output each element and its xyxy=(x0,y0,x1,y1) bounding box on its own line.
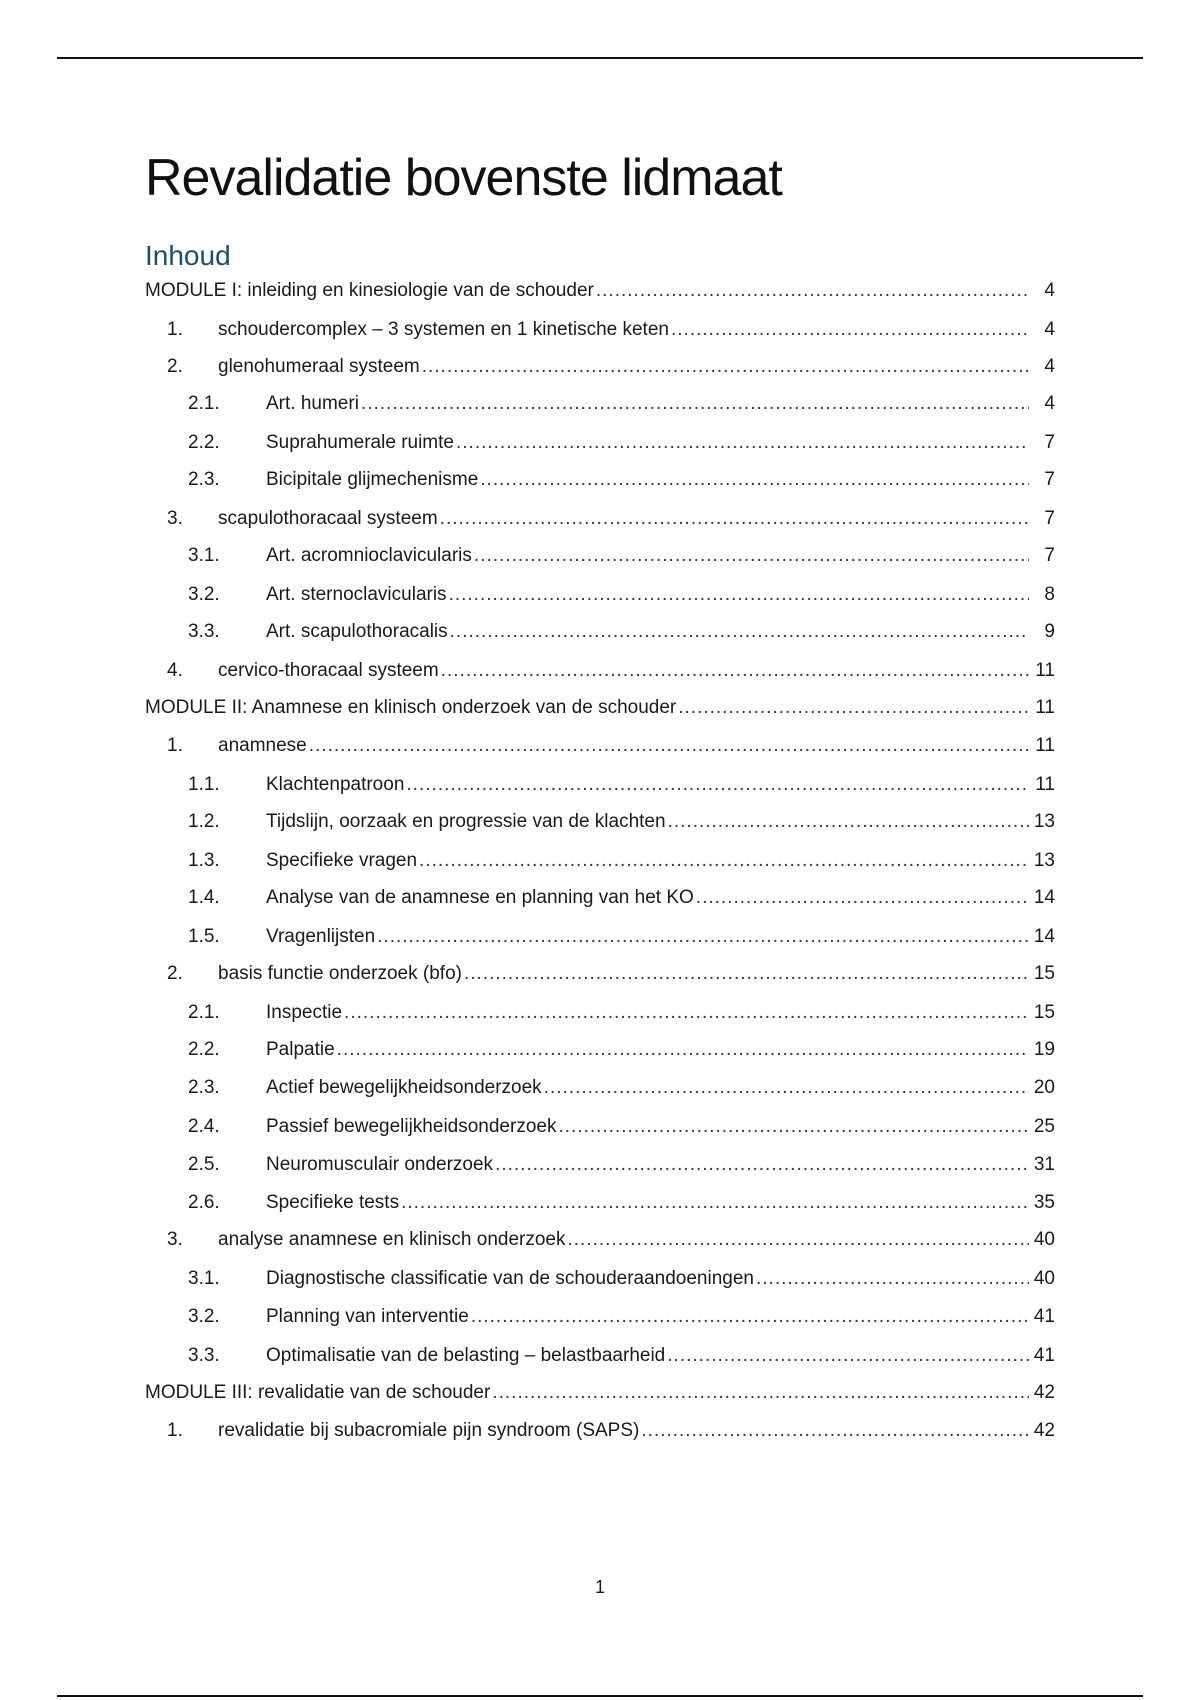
toc-entry[interactable] xyxy=(145,1303,1055,1331)
toc-entry-page: 7 xyxy=(1044,432,1055,453)
toc-entry[interactable] xyxy=(145,694,1055,722)
toc-entry-number: 4. xyxy=(167,660,183,681)
toc-entry-label: basis functie onderzoek (bfo) xyxy=(218,963,462,984)
toc-entry-line xyxy=(266,999,1055,1027)
page-number: 1 xyxy=(594,1577,605,1597)
toc-entry-line xyxy=(218,1226,1055,1254)
toc-entry-label: Vragenlijsten xyxy=(266,926,376,947)
toc-entry-page: 4 xyxy=(1044,319,1055,340)
toc-entry-number: 1.3. xyxy=(188,850,220,871)
toc-dot-leader xyxy=(441,657,1029,685)
toc-entry-label: Tijdslijn, oorzaak en progressie van de klachten xyxy=(266,811,666,832)
toc-entry-line xyxy=(218,657,1055,685)
toc-entry-line xyxy=(266,923,1055,951)
toc-entry-label: Planning van interventie xyxy=(266,1306,469,1327)
toc-entry-line xyxy=(266,390,1055,418)
toc-entry-label: Palpatie xyxy=(266,1039,335,1060)
toc-entry[interactable] xyxy=(145,542,1055,570)
toc-entry-line xyxy=(218,1417,1055,1445)
toc-entry-line xyxy=(266,884,1055,912)
toc-entry-page: 42 xyxy=(1033,1382,1055,1403)
toc-entry-line xyxy=(145,694,1055,722)
header-rule xyxy=(57,57,1143,59)
toc-entry[interactable] xyxy=(145,732,1055,760)
toc-entry-page: 31 xyxy=(1033,1154,1055,1175)
toc-entry-line xyxy=(266,1151,1055,1179)
toc-dot-leader xyxy=(667,1342,1029,1370)
toc-entry-number: 1.1. xyxy=(188,774,220,795)
toc-entry-page: 25 xyxy=(1033,1116,1055,1137)
toc-entry[interactable] xyxy=(145,581,1055,609)
toc-entry[interactable] xyxy=(145,390,1055,418)
toc-dot-leader xyxy=(406,771,1029,799)
toc-entry-page: 14 xyxy=(1033,926,1055,947)
toc-entry-page: 13 xyxy=(1033,850,1055,871)
toc-entry[interactable] xyxy=(145,277,1055,305)
toc-dot-leader xyxy=(696,884,1029,912)
toc-entry-page: 40 xyxy=(1033,1268,1055,1289)
toc-entry-line xyxy=(218,732,1055,760)
toc-entry-line xyxy=(266,466,1055,494)
toc-entry[interactable] xyxy=(145,1189,1055,1217)
toc-entry-label: Specifieke vragen xyxy=(266,850,418,871)
toc-entry-page: 41 xyxy=(1033,1306,1055,1327)
toc-entry[interactable] xyxy=(145,884,1055,912)
toc-entry[interactable] xyxy=(145,1036,1055,1064)
toc-entry-page: 11 xyxy=(1035,735,1055,756)
toc-entry-number: 2.1. xyxy=(188,1002,220,1023)
toc-dot-leader xyxy=(422,353,1029,381)
toc-entry-line xyxy=(266,771,1055,799)
toc-entry[interactable] xyxy=(145,1265,1055,1293)
toc-entry-line xyxy=(266,1074,1055,1102)
toc-entry-line xyxy=(266,1342,1055,1370)
toc-entry-page: 4 xyxy=(1044,280,1055,301)
toc-entry[interactable] xyxy=(145,505,1055,533)
toc-entry[interactable] xyxy=(145,429,1055,457)
toc-entry-label: MODULE I: inleiding en kinesiologie van de schouder xyxy=(145,280,594,301)
toc-dot-leader xyxy=(419,847,1029,875)
toc-entry-page: 7 xyxy=(1044,545,1055,566)
toc-entry-page: 7 xyxy=(1044,469,1055,490)
toc-entry[interactable] xyxy=(145,923,1055,951)
toc-entry[interactable] xyxy=(145,1151,1055,1179)
toc-entry-label: glenohumeraal systeem xyxy=(218,356,420,377)
toc-entry-label: Specifieke tests xyxy=(266,1192,400,1213)
toc-entry[interactable] xyxy=(145,657,1055,685)
toc-entry-line xyxy=(266,581,1055,609)
toc-entry-number: 2.3. xyxy=(188,469,220,490)
toc-entry-number: 1.4. xyxy=(188,887,220,908)
toc-entry-label: Diagnostische classificatie van de schouderaandoeningen xyxy=(266,1268,754,1289)
toc-entry-page: 15 xyxy=(1033,963,1055,984)
toc-entry-page: 4 xyxy=(1044,356,1055,377)
toc-entry-label: cervico-thoracaal systeem xyxy=(218,660,439,681)
toc-entry-line xyxy=(145,1379,1055,1407)
toc-dot-leader xyxy=(456,429,1029,457)
toc-entry-page: 4 xyxy=(1044,393,1055,414)
toc-entry[interactable] xyxy=(145,808,1055,836)
toc-dot-leader xyxy=(678,694,1029,722)
toc-dot-leader xyxy=(377,923,1029,951)
toc-dot-leader xyxy=(474,542,1029,570)
toc-entry-label: Suprahumerale ruimte xyxy=(266,432,454,453)
toc-entry-label: MODULE III: revalidatie van de schouder xyxy=(145,1382,491,1403)
toc-entry-number: 1. xyxy=(167,735,183,756)
toc-entry-line xyxy=(218,316,1055,344)
toc-entry[interactable] xyxy=(145,960,1055,988)
toc-dot-leader xyxy=(309,732,1029,760)
toc-entry-label: Art. acromnioclavicularis xyxy=(266,545,472,566)
toc-dot-leader xyxy=(449,581,1029,609)
toc-entry-line xyxy=(266,1265,1055,1293)
toc-entry-line xyxy=(218,353,1055,381)
toc-entry[interactable] xyxy=(145,1226,1055,1254)
toc-entry-number: 3.2. xyxy=(188,1306,220,1327)
toc-entry-number: 1.5. xyxy=(188,926,220,947)
toc-entry-number: 2.2. xyxy=(188,432,220,453)
toc-dot-leader xyxy=(361,390,1029,418)
toc-entry-label: Art. sternoclavicularis xyxy=(266,584,447,605)
toc-dot-leader xyxy=(401,1189,1029,1217)
toc-entry-number: 2.2. xyxy=(188,1039,220,1060)
toc-entry[interactable] xyxy=(145,999,1055,1027)
toc-entry-line xyxy=(266,808,1055,836)
toc-entry[interactable] xyxy=(145,1379,1055,1407)
toc-dot-leader xyxy=(668,808,1029,836)
toc-entry-number: 2. xyxy=(167,356,183,377)
toc-entry-label: Passief bewegelijkheidsonderzoek xyxy=(266,1116,557,1137)
toc-entry-number: 3. xyxy=(167,1229,183,1250)
toc-entry-line xyxy=(266,618,1055,646)
toc-dot-leader xyxy=(440,505,1029,533)
toc-entry-number: 3.1. xyxy=(188,1268,220,1289)
toc-entry-line xyxy=(266,542,1055,570)
toc-entry-line xyxy=(266,1303,1055,1331)
toc-entry-page: 11 xyxy=(1035,774,1055,795)
toc-dot-leader xyxy=(596,277,1029,305)
toc-dot-leader xyxy=(464,960,1029,988)
toc-entry[interactable] xyxy=(145,1342,1055,1370)
toc-entry-label: Bicipitale glijmechenisme xyxy=(266,469,479,490)
toc-entry[interactable] xyxy=(145,847,1055,875)
toc-dot-leader xyxy=(641,1417,1029,1445)
toc-dot-leader xyxy=(558,1113,1029,1141)
toc-entry-page: 19 xyxy=(1033,1039,1055,1060)
toc-entry[interactable] xyxy=(145,771,1055,799)
toc-heading: Inhoud xyxy=(145,240,231,271)
toc-entry-number: 2.6. xyxy=(188,1192,220,1213)
toc-entry-line xyxy=(266,1113,1055,1141)
toc-entry-number: 1. xyxy=(167,1420,183,1441)
toc-dot-leader xyxy=(480,466,1029,494)
toc-entry-label: Actief bewegelijkheidsonderzoek xyxy=(266,1077,542,1098)
toc-dot-leader xyxy=(671,316,1029,344)
toc-entry-line xyxy=(218,505,1055,533)
toc-entry-number: 3.1. xyxy=(188,545,220,566)
toc-entry-number: 1. xyxy=(167,319,183,340)
toc-entry-label: scapulothoracaal systeem xyxy=(218,508,438,529)
toc-entry-label: Inspectie xyxy=(266,1002,343,1023)
toc-entry-page: 41 xyxy=(1033,1345,1055,1366)
toc-entry-label: Klachtenpatroon xyxy=(266,774,405,795)
toc-entry-page: 8 xyxy=(1044,584,1055,605)
toc-entry-page: 35 xyxy=(1033,1192,1055,1213)
toc-entry-label: MODULE II: Anamnese en klinisch onderzoek van de schouder xyxy=(145,697,677,718)
toc-entry-page: 20 xyxy=(1033,1077,1055,1098)
toc-entry-number: 2.3. xyxy=(188,1077,220,1098)
toc-entry-label: Analyse van de anamnese en planning van het KO xyxy=(266,887,694,908)
toc-entry-label: Optimalisatie van de belasting – belastbaarheid xyxy=(266,1345,666,1366)
toc-entry-label: Art. humeri xyxy=(266,393,359,414)
toc-dot-leader xyxy=(450,618,1029,646)
toc-dot-leader xyxy=(492,1379,1029,1407)
toc-entry-number: 2. xyxy=(167,963,183,984)
toc-entry[interactable] xyxy=(145,1113,1055,1141)
toc-entry-page: 7 xyxy=(1044,508,1055,529)
toc-entry-page: 42 xyxy=(1033,1420,1055,1441)
toc-entry[interactable] xyxy=(145,1074,1055,1102)
toc-entry-line xyxy=(218,960,1055,988)
toc-entry-number: 3.2. xyxy=(188,584,220,605)
toc-entry-number: 2.4. xyxy=(188,1116,220,1137)
toc-dot-leader xyxy=(337,1036,1029,1064)
toc-entry-page: 14 xyxy=(1033,887,1055,908)
toc-dot-leader xyxy=(471,1303,1029,1331)
toc-entry-line xyxy=(266,1036,1055,1064)
document-title: Revalidatie bovenste lidmaat xyxy=(145,149,782,207)
toc-dot-leader xyxy=(495,1151,1029,1179)
toc-entry-page: 11 xyxy=(1035,697,1055,718)
toc-entry-number: 2.1. xyxy=(188,393,220,414)
toc-entry[interactable] xyxy=(145,618,1055,646)
toc-entry-line xyxy=(145,277,1055,305)
toc-entry-number: 1.2. xyxy=(188,811,220,832)
toc-dot-leader xyxy=(344,999,1029,1027)
toc-entry-number: 3. xyxy=(167,508,183,529)
toc-entry-number: 3.3. xyxy=(188,621,220,642)
toc-dot-leader xyxy=(544,1074,1029,1102)
toc-entry-label: revalidatie bij subacromiale pijn syndroom (SAPS) xyxy=(218,1420,640,1441)
toc-dot-leader xyxy=(568,1226,1030,1254)
toc-entry-label: analyse anamnese en klinisch onderzoek xyxy=(218,1229,566,1250)
toc-entry-page: 11 xyxy=(1035,660,1055,681)
toc-entry-label: Art. scapulothoracalis xyxy=(266,621,448,642)
toc-entry[interactable] xyxy=(145,316,1055,344)
toc-entry-label: anamnese xyxy=(218,735,307,756)
toc-entry-page: 40 xyxy=(1033,1229,1055,1250)
toc-entry-line xyxy=(266,847,1055,875)
toc-entry-label: Neuromusculair onderzoek xyxy=(266,1154,494,1175)
toc-entry-line xyxy=(266,1189,1055,1217)
toc-entry[interactable] xyxy=(145,466,1055,494)
toc-entry-label: schoudercomplex – 3 systemen en 1 kinetische keten xyxy=(218,319,669,340)
toc-entry-page: 13 xyxy=(1033,811,1055,832)
toc-entry-number: 3.3. xyxy=(188,1345,220,1366)
toc-entry-number: 2.5. xyxy=(188,1154,220,1175)
toc-entry[interactable] xyxy=(145,353,1055,381)
toc-entry[interactable] xyxy=(145,1417,1055,1445)
toc-entry-page: 15 xyxy=(1033,1002,1055,1023)
footer-rule xyxy=(57,1695,1143,1697)
toc-dot-leader xyxy=(756,1265,1029,1293)
toc-entry-line xyxy=(266,429,1055,457)
toc-entry-page: 9 xyxy=(1044,621,1055,642)
